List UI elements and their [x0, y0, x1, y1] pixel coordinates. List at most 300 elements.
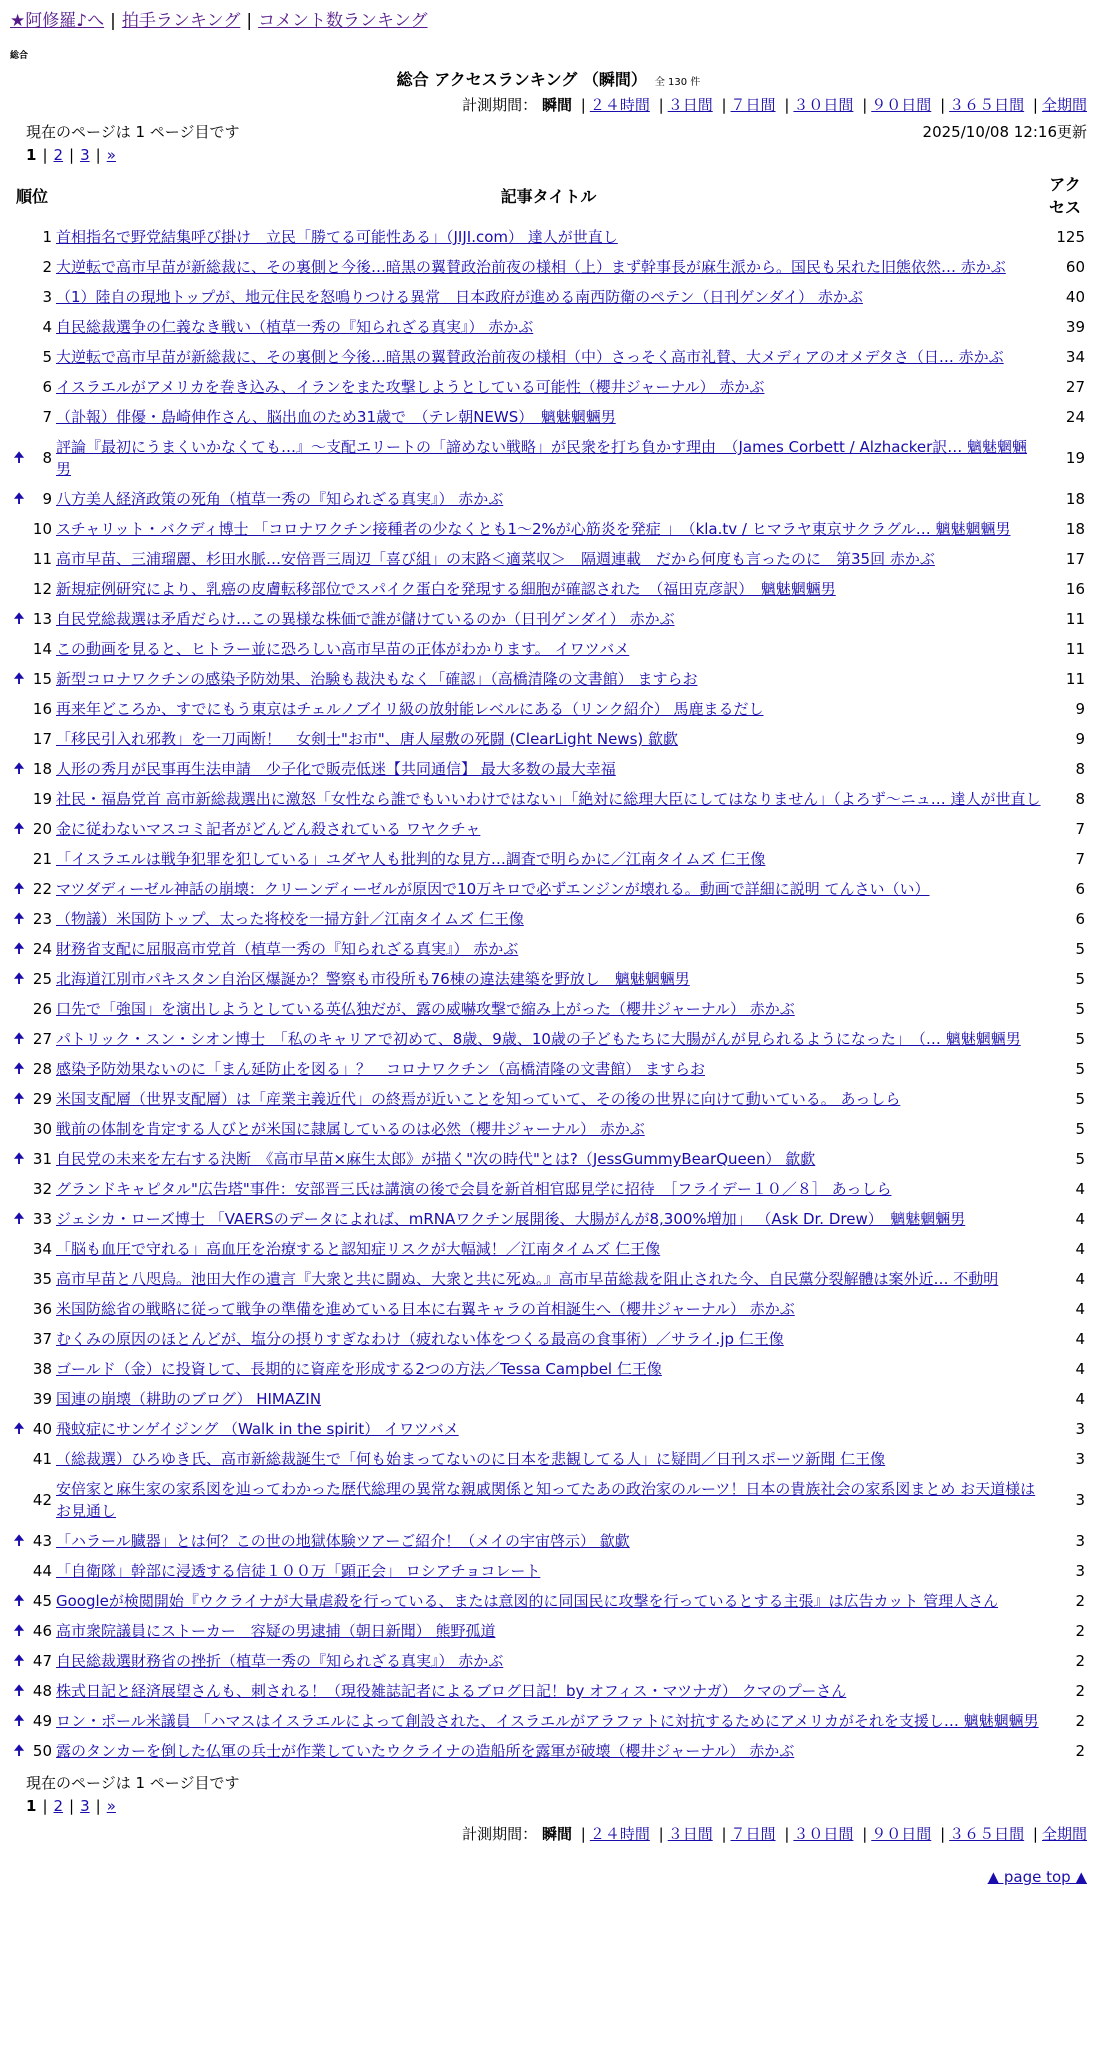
- table-row: [10, 252, 1087, 282]
- up-arrow-icon: 🠉: [13, 1713, 25, 1729]
- table-row: [10, 1324, 1087, 1354]
- rank-number: 25: [32, 970, 52, 988]
- access-count: 34: [1065, 348, 1085, 366]
- table-row: [10, 1204, 1087, 1234]
- table-row: [10, 432, 1087, 484]
- access-count: 5: [1075, 1090, 1085, 1108]
- article-link[interactable]: 新規症例研究により、乳癌の皮膚転移部位でスパイク蛋白を発現する細胞が確認された （福田克彦訳） 魑魅魍魎男: [56, 580, 836, 598]
- article-link[interactable]: 八方美人経済政策の死角（植草一秀の『知られざる真実』） 赤かぶ: [56, 490, 504, 508]
- up-arrow-icon: 🠉: [13, 671, 25, 687]
- article-link[interactable]: 首相指名で野党結集呼び掛け 立民「勝てる可能性ある」（JIJI.com） 達人が世直し: [56, 228, 618, 246]
- access-count: 19: [1065, 449, 1085, 467]
- access-count: 11: [1065, 640, 1085, 658]
- table-row: [10, 282, 1087, 312]
- current-page-text: 現在のページは 1 ページ目です: [26, 1774, 240, 1792]
- rank-number: 9: [42, 490, 52, 508]
- up-arrow-icon: 🠉: [13, 1623, 25, 1639]
- table-row: [10, 1114, 1087, 1144]
- up-arrow-icon: 🠉: [13, 1151, 25, 1167]
- rank-number: 31: [32, 1150, 52, 1168]
- up-arrow-icon: 🠉: [13, 1683, 25, 1699]
- access-count: 5: [1075, 1060, 1085, 1078]
- up-arrow-icon: 🠉: [13, 941, 25, 957]
- pager-next[interactable]: »: [106, 1797, 116, 1815]
- period-label: 計測期間：: [462, 96, 538, 114]
- pager-next[interactable]: »: [106, 146, 116, 164]
- up-arrow-icon: [10, 1264, 28, 1294]
- access-count: 7: [1075, 850, 1085, 868]
- period-7d[interactable]: ７日間: [730, 96, 776, 114]
- up-arrow-icon: [10, 514, 28, 544]
- article-link[interactable]: 大逆転で高市早苗が新総裁に、その裏側と今後…暗黒の翼賛政治前夜の様相（中）さっそく高市礼賛、大メディアのオメデタさ（日… 赤かぶ: [56, 348, 1004, 366]
- pager-page-3[interactable]: 3: [80, 146, 90, 164]
- rank-number: 39: [32, 1390, 52, 1408]
- access-count: 4: [1075, 1210, 1085, 1228]
- article-link[interactable]: 高市早苗と八咫烏。池田大作の遺言『大衆と共に闘ぬ、大衆と共に死ぬ。』高市早苗総裁を阻止された今、自民黨分裂解體は案外近… 不動明: [56, 1270, 999, 1288]
- up-arrow-icon: 🠉: [13, 1211, 25, 1227]
- table-row: [10, 1676, 1087, 1706]
- rank-number: 43: [32, 1532, 52, 1550]
- access-count: 2: [1075, 1682, 1085, 1700]
- rank-number: 24: [32, 940, 52, 958]
- access-count: 4: [1075, 1240, 1085, 1258]
- period-selector-bottom: 計測期間： 瞬間 | ２４時間 | ３日間 | ７日間 | ３０日間 | ９０日間 | ３６５日間 | 全期間: [462, 1825, 1087, 1843]
- table-row: [10, 1526, 1087, 1556]
- table-row: [10, 574, 1087, 604]
- access-count: 9: [1075, 700, 1085, 718]
- article-link[interactable]: 「移民引入れ邪教」を一刀両断！ 女剣士"お市"、唐人屋敷の死闘 (ClearLight News) 歙歔: [56, 730, 679, 748]
- up-arrow-icon: [10, 1556, 28, 1586]
- up-arrow-icon: 🠉: [13, 1593, 25, 1609]
- article-link[interactable]: グランドキャピタル"広告塔"事件：安部晋三氏は講演の後で会員を新首相官邸見学に招待 ［フライデー１０／８］ あっしら: [56, 1180, 892, 1198]
- article-link[interactable]: 米国防総省の戦略に従って戦争の準備を進めている日本に右翼キャラの首相誕生へ（櫻井ジャーナル） 赤かぶ: [56, 1300, 795, 1318]
- rank-number: 32: [32, 1180, 52, 1198]
- access-count: 3: [1075, 1532, 1085, 1550]
- up-arrow-icon: [10, 724, 28, 754]
- access-count: 18: [1065, 490, 1085, 508]
- rank-number: 14: [32, 640, 52, 658]
- access-count: 40: [1065, 288, 1085, 306]
- article-link[interactable]: ゴールド（金）に投資して、長期的に資産を形成する2つの方法／Tessa Campbel 仁王像: [56, 1360, 662, 1378]
- period-7d[interactable]: ７日間: [730, 1825, 776, 1843]
- up-arrow-icon: [10, 222, 28, 252]
- up-arrow-icon: 🠉: [13, 1061, 25, 1077]
- up-arrow-icon: [10, 282, 28, 312]
- access-count: 3: [1075, 1450, 1085, 1468]
- article-link[interactable]: 人形の秀月が民事再生法申請 少子化で販売低迷【共同通信】 最大多数の最大幸福: [56, 760, 616, 778]
- table-row: [10, 1264, 1087, 1294]
- rank-number: 6: [42, 378, 52, 396]
- access-count: 18: [1065, 520, 1085, 538]
- table-row: [10, 1354, 1087, 1384]
- article-link[interactable]: ロン・ポール米議員 「ハマスはイスラエルによって創設された、イスラエルがアラファトに対抗するためにアメリカがそれを支援し… 魑魅魍魎男: [56, 1712, 1039, 1730]
- table-row: [10, 1736, 1087, 1766]
- access-count: 17: [1065, 550, 1085, 568]
- article-link[interactable]: Googleが検閲開始『ウクライナが大量虐殺を行っている、または意図的に同国民に攻撃を行っているとする主張』は広告カット 管理人さん: [56, 1592, 999, 1610]
- article-link[interactable]: むくみの原因のほとんどが、塩分の摂りすぎなわけ（疲れない体をつくる最高の食事術）／サライ.jp 仁王像: [56, 1330, 784, 1348]
- table-row: [10, 994, 1087, 1024]
- up-arrow-icon: [10, 1174, 28, 1204]
- period-30d[interactable]: ３０日間: [793, 96, 854, 114]
- access-count: 39: [1065, 318, 1085, 336]
- pager-page-3[interactable]: 3: [80, 1797, 90, 1815]
- pager-bottom: 1 | 2 | 3 | »: [26, 1797, 116, 1815]
- table-row: [10, 1084, 1087, 1114]
- table-row: [10, 1024, 1087, 1054]
- rank-number: 41: [32, 1450, 52, 1468]
- table-row: [10, 514, 1087, 544]
- table-row: [10, 604, 1087, 634]
- rank-number: 47: [32, 1652, 52, 1670]
- rank-number: 37: [32, 1330, 52, 1348]
- total-count: 全 130 件: [654, 77, 701, 88]
- access-count: 3: [1075, 1491, 1085, 1509]
- up-arrow-icon: [10, 312, 28, 342]
- up-arrow-icon: [10, 1234, 28, 1264]
- article-link[interactable]: （1）陸自の現地トップが、地元住民を怒鳴りつける異常 日本政府が進める南西防衛のペテン（日刊ゲンダイ） 赤かぶ: [56, 288, 863, 306]
- access-count: 4: [1075, 1300, 1085, 1318]
- table-row: [10, 1234, 1087, 1264]
- article-link[interactable]: マツダディーゼル神話の崩壊：クリーンディーゼルが原因で10万キロで必ずエンジンが壊れる。動画で詳細に説明 てんさい（い）: [56, 880, 930, 898]
- access-count: 4: [1075, 1390, 1085, 1408]
- table-row: [10, 814, 1087, 844]
- article-link[interactable]: パトリック・スン・シオン博士 「私のキャリアで初めて、8歳、9歳、10歳の子どもたちに大腸がんが見られるようになった」 （… 魑魅魍魎男: [56, 1030, 1021, 1048]
- up-arrow-icon: [10, 1354, 28, 1384]
- table-row: [10, 484, 1087, 514]
- pager-page-2[interactable]: 2: [53, 1797, 64, 1815]
- access-count: 8: [1075, 760, 1085, 778]
- table-row: [10, 402, 1087, 432]
- access-count: 5: [1075, 940, 1085, 958]
- access-count: 4: [1075, 1330, 1085, 1348]
- period-label: 計測期間：: [462, 1825, 538, 1843]
- article-link[interactable]: 「イスラエルは戦争犯罪を犯している」ユダヤ人も批判的な見方…調査で明らかに／江南タイムズ 仁王像: [56, 850, 766, 868]
- table-row: [10, 934, 1087, 964]
- up-arrow-icon: [10, 574, 28, 604]
- access-count: 4: [1075, 1180, 1085, 1198]
- rank-number: 42: [32, 1491, 52, 1509]
- table-row: [10, 874, 1087, 904]
- article-link[interactable]: 金に従わないマスコミ記者がどんどん殺されている ワヤクチャ: [56, 820, 481, 838]
- link-comment-ranking[interactable]: コメント数ランキング: [258, 11, 428, 31]
- updated-timestamp: 2025/10/08 12:16更新: [922, 123, 1087, 141]
- up-arrow-icon: [10, 994, 28, 1024]
- access-count: 2: [1075, 1742, 1085, 1760]
- period-3d[interactable]: ３日間: [667, 1825, 713, 1843]
- article-link[interactable]: （総裁選）ひろゆき氏、高市新総裁誕生で「何も始まってないのに日本を悲観してる人」に疑問／日刊スポーツ新聞 仁王像: [56, 1450, 886, 1468]
- rank-number: 48: [32, 1682, 52, 1700]
- rank-number: 19: [32, 790, 52, 808]
- period-90d[interactable]: ９０日間: [871, 96, 932, 114]
- table-row: [10, 342, 1087, 372]
- rank-number: 3: [42, 288, 52, 306]
- rank-number: 46: [32, 1622, 52, 1640]
- access-count: 5: [1075, 1030, 1085, 1048]
- up-arrow-icon: 🠉: [13, 821, 25, 837]
- up-arrow-icon: [10, 342, 28, 372]
- ranking-table: [10, 168, 1087, 1766]
- rank-number: 35: [32, 1270, 52, 1288]
- period-current: 瞬間: [541, 96, 572, 114]
- table-row: [10, 1414, 1087, 1444]
- rank-number: 7: [42, 408, 52, 426]
- up-arrow-icon: 🠉: [13, 971, 25, 987]
- current-page-text: 現在のページは 1 ページ目です: [26, 123, 240, 141]
- period-all[interactable]: 全期間: [1041, 1825, 1087, 1843]
- up-arrow-icon: 🠉: [13, 450, 25, 466]
- pager-current: 1: [26, 146, 37, 164]
- up-arrow-icon: [10, 844, 28, 874]
- up-arrow-icon: 🠉: [13, 761, 25, 777]
- rank-number: 29: [32, 1090, 52, 1108]
- up-arrow-icon: [10, 1384, 28, 1414]
- pager-top: 1 | 2 | 3 | »: [26, 146, 116, 164]
- access-count: 2: [1075, 1622, 1085, 1640]
- table-row: [10, 904, 1087, 934]
- table-row: [10, 844, 1087, 874]
- rank-number: 22: [32, 880, 52, 898]
- access-count: 11: [1065, 670, 1085, 688]
- table-row: [10, 544, 1087, 574]
- table-row: [10, 964, 1087, 994]
- article-link[interactable]: 再来年どころか、すでにもう東京はチェルノブイリ級の放射能レベルにある（リンク紹介） 馬鹿まるだし: [56, 700, 764, 718]
- rank-number: 23: [32, 910, 52, 928]
- article-link[interactable]: この動画を見ると、ヒトラー並に恐ろしい高市早苗の正体がわかります。 イワツバメ: [56, 640, 630, 658]
- pager-page-2[interactable]: 2: [53, 146, 64, 164]
- article-link[interactable]: 高市衆院議員にストーカー 容疑の男逮捕（朝日新聞） 熊野孤道: [56, 1622, 496, 1640]
- page-top: [10, 1868, 1087, 1886]
- access-count: 11: [1065, 610, 1085, 628]
- hits-header: アクセス: [1048, 175, 1081, 217]
- rank-number: 44: [32, 1562, 52, 1580]
- ranking-heading: 総合 アクセスランキング （瞬間）: [396, 70, 647, 89]
- access-count: 6: [1075, 880, 1085, 898]
- access-count: 9: [1075, 730, 1085, 748]
- rank-header: 順位: [15, 186, 48, 206]
- access-count: 125: [1056, 228, 1085, 246]
- period-30d[interactable]: ３０日間: [793, 1825, 854, 1843]
- access-count: 24: [1065, 408, 1085, 426]
- period-24h[interactable]: ２４時間: [589, 96, 650, 114]
- article-link[interactable]: 飛蚊症にサンゲイジング （Walk in the spirit） イワツバメ: [56, 1420, 459, 1438]
- rank-number: 16: [32, 700, 52, 718]
- access-count: 6: [1075, 910, 1085, 928]
- access-count: 60: [1065, 258, 1085, 276]
- rank-number: 12: [32, 580, 52, 598]
- article-link[interactable]: 自民総裁選財務省の挫折（植草一秀の『知られざる真実』） 赤かぶ: [56, 1652, 504, 1670]
- rank-number: 28: [32, 1060, 52, 1078]
- access-count: 4: [1075, 1270, 1085, 1288]
- table-row: [10, 694, 1087, 724]
- up-arrow-icon: 🠉: [13, 1743, 25, 1759]
- up-arrow-icon: 🠉: [13, 1091, 25, 1107]
- access-count: 7: [1075, 820, 1085, 838]
- period-90d[interactable]: ９０日間: [871, 1825, 932, 1843]
- table-row: [10, 754, 1087, 784]
- article-link[interactable]: 安倍家と麻生家の家系図を辿ってわかった歴代総理の異常な親戚関係と知ってたあの政治家のルーツ！日本の貴族社会の家系図まとめ お天道様はお見通し: [56, 1480, 1036, 1520]
- link-clap-ranking[interactable]: 拍手ランキング: [121, 11, 241, 31]
- period-current: 瞬間: [541, 1825, 572, 1843]
- rank-number: 21: [32, 850, 52, 868]
- access-count: 8: [1075, 790, 1085, 808]
- access-count: 2: [1075, 1712, 1085, 1730]
- up-arrow-icon: 🠉: [13, 1533, 25, 1549]
- article-link[interactable]: ジェシカ・ローズ博士 「VAERSのデータによれば、mRNAワクチン展開後、大腸がんが8,300%増加」 （Ask Dr. Drew） 魑魅魍魎男: [56, 1210, 966, 1228]
- article-link[interactable]: 新型コロナワクチンの感染予防効果、治験も裁決もなく「確認」（高橋清隆の文書館） ますらお: [56, 670, 698, 688]
- access-count: 2: [1075, 1592, 1085, 1610]
- rank-number: 18: [32, 760, 52, 778]
- access-count: 5: [1075, 1000, 1085, 1018]
- table-row: [10, 222, 1087, 252]
- article-link[interactable]: 米国支配層（世界支配層）は「産業主義近代」の終焉が近いことを知っていて、その後の世界に向けて動いている。 あっしら: [56, 1090, 901, 1108]
- category-label: 総合: [10, 51, 29, 61]
- period-all[interactable]: 全期間: [1041, 96, 1087, 114]
- table-row: [10, 1616, 1087, 1646]
- period-365d[interactable]: ３６５日間: [949, 1825, 1025, 1843]
- table-row: [10, 784, 1087, 814]
- rank-number: 38: [32, 1360, 52, 1378]
- article-link[interactable]: 国連の崩壊（耕助のブログ） HIMAZIN: [56, 1390, 322, 1408]
- table-row: [10, 1174, 1087, 1204]
- link-asyura-home[interactable]: ★阿修羅♪へ: [10, 11, 105, 31]
- article-link[interactable]: 株式日記と経済展望さんも、刺される！（現役雑誌記者によるブログ日記！by オフィス・マツナガ） クマのプーさん: [56, 1682, 847, 1700]
- rank-number: 17: [32, 730, 52, 748]
- rank-number: 11: [32, 550, 52, 568]
- rank-number: 1: [42, 228, 52, 246]
- access-count: 16: [1065, 580, 1085, 598]
- up-arrow-icon: 🠉: [13, 491, 25, 507]
- up-arrow-icon: [10, 252, 28, 282]
- up-arrow-icon: [10, 634, 28, 664]
- article-link[interactable]: 「ハラール臓器」とは何？この世の地獄体験ツアーご紹介！（メイの宇宙啓示） 歙歔: [56, 1532, 630, 1550]
- page-top-link[interactable]: ▲ page top ▲: [987, 1868, 1087, 1886]
- article-link[interactable]: 自民党の未来を左右する決断 《高市早苗×麻生太郎》が描く"次の時代"とは?（JessGummyBearQueen） 歙歔: [56, 1150, 816, 1168]
- rank-number: 45: [32, 1592, 52, 1610]
- rank-number: 33: [32, 1210, 52, 1228]
- article-link[interactable]: スチャリット・バクディ博士 「コロナワクチン接種者の少なくとも1～2%が心筋炎を発症 」 （kla.tv / ヒマラヤ東京サクラグル… 魑魅魍魎男: [56, 520, 1011, 538]
- page-info-bottom: [26, 1772, 1087, 1793]
- access-count: 27: [1065, 378, 1085, 396]
- access-count: 2: [1075, 1652, 1085, 1670]
- article-link[interactable]: イスラエルがアメリカを巻き込み、イランをまた攻撃しようとしている可能性（櫻井ジャーナル） 赤かぶ: [56, 378, 765, 396]
- up-arrow-icon: 🠉: [13, 611, 25, 627]
- table-row: [10, 1586, 1087, 1616]
- article-link[interactable]: 評論『最初にうまくいかなくても…』～支配エリートの「諦めない戦略」が民衆を打ち負かす理由 （James Corbett / Alzhacker訳… 魑魅魍魎男: [56, 438, 1028, 478]
- rank-number: 40: [32, 1420, 52, 1438]
- rank-number: 10: [32, 520, 52, 538]
- pager-current: 1: [26, 1797, 37, 1815]
- up-arrow-icon: 🠉: [13, 911, 25, 927]
- article-link[interactable]: （物議）米国防トップ、太った将校を一掃方針／江南タイムズ 仁王像: [56, 910, 524, 928]
- rank-number: 5: [42, 348, 52, 366]
- table-row: [10, 372, 1087, 402]
- article-link[interactable]: 「自衛隊」幹部に浸透する信徒１００万「顕正会」 ロシアチョコレート: [56, 1562, 541, 1580]
- up-arrow-icon: [10, 544, 28, 574]
- rank-number: 26: [32, 1000, 52, 1018]
- article-link[interactable]: 感染予防効果ないのに「まん延防止を図る」？ コロナワクチン（高橋清隆の文書館） ますらお: [56, 1060, 706, 1078]
- table-row: [10, 312, 1087, 342]
- table-row: [10, 1054, 1087, 1084]
- article-link[interactable]: 露のタンカーを倒した仏軍の兵士が作業していたウクライナの造船所を露軍が破壊（櫻井ジャーナル） 赤かぶ: [56, 1742, 795, 1760]
- access-count: 3: [1075, 1420, 1085, 1438]
- rank-number: 30: [32, 1120, 52, 1138]
- rank-number: 20: [32, 820, 52, 838]
- up-arrow-icon: [10, 1474, 28, 1526]
- up-arrow-icon: [10, 1114, 28, 1144]
- table-row: [10, 634, 1087, 664]
- table-row: [10, 1384, 1087, 1414]
- rank-number: 36: [32, 1300, 52, 1318]
- up-arrow-icon: [10, 1324, 28, 1354]
- rank-number: 50: [32, 1742, 52, 1760]
- table-row: [10, 1706, 1087, 1736]
- rank-number: 49: [32, 1712, 52, 1730]
- article-link[interactable]: 「脳も血圧で守れる」高血圧を治療すると認知症リスクが大幅減！／江南タイムズ 仁王像: [56, 1240, 661, 1258]
- period-365d[interactable]: ３６５日間: [949, 96, 1025, 114]
- page-info-top: [26, 121, 1087, 142]
- up-arrow-icon: 🠉: [13, 1653, 25, 1669]
- rank-number: 8: [42, 449, 52, 467]
- table-row: [10, 1474, 1087, 1526]
- table-row: [10, 724, 1087, 754]
- article-link[interactable]: 戦前の体制を肯定する人びとが米国に隷属しているのは必然（櫻井ジャーナル） 赤かぶ: [56, 1120, 645, 1138]
- table-row: [10, 1646, 1087, 1676]
- up-arrow-icon: [10, 694, 28, 724]
- up-arrow-icon: [10, 784, 28, 814]
- table-row: [10, 1144, 1087, 1174]
- up-arrow-icon: [10, 402, 28, 432]
- top-links: [10, 10, 1087, 32]
- access-count: 4: [1075, 1360, 1085, 1378]
- table-row: [10, 664, 1087, 694]
- up-arrow-icon: [10, 372, 28, 402]
- rank-number: 15: [32, 670, 52, 688]
- article-link[interactable]: （訃報）俳優・島崎伸作さん、脳出血のため31歳で （テレ朝NEWS） 魑魅魍魎男: [56, 408, 616, 426]
- separator: |: [246, 11, 253, 31]
- article-link[interactable]: 大逆転で高市早苗が新総裁に、その裏側と今後…暗黒の翼賛政治前夜の様相（上）まず幹事長が麻生派から。国民も呆れた旧態依然… 赤かぶ: [56, 258, 1006, 276]
- up-arrow-icon: 🠉: [13, 1421, 25, 1437]
- table-row: [10, 1556, 1087, 1586]
- rank-number: 27: [32, 1030, 52, 1048]
- table-row: [10, 1294, 1087, 1324]
- up-arrow-icon: 🠉: [13, 1031, 25, 1047]
- up-arrow-icon: [10, 1444, 28, 1474]
- access-count: 5: [1075, 970, 1085, 988]
- period-3d[interactable]: ３日間: [667, 96, 713, 114]
- up-arrow-icon: 🠉: [13, 881, 25, 897]
- rank-number: 34: [32, 1240, 52, 1258]
- separator: |: [110, 11, 116, 31]
- access-count: 5: [1075, 1150, 1085, 1168]
- article-link[interactable]: 北海道江別市パキスタン自治区爆誕か？警察も市役所も76棟の違法建築を野放し 魑魅魍魎男: [56, 970, 690, 988]
- period-24h[interactable]: ２４時間: [589, 1825, 650, 1843]
- title-header: 記事タイトル: [500, 186, 597, 206]
- page-title: [10, 67, 1087, 90]
- access-count: 5: [1075, 1120, 1085, 1138]
- article-link[interactable]: 社民・福島党首 高市新総裁選出に激怒「女性なら誰でもいいわけではない」「絶対に総理大臣にしてはなりません」（よろず～ニュ… 達人が世直し: [56, 790, 1041, 808]
- article-link[interactable]: 自民党総裁選は矛盾だらけ…この異様な株価で誰が儲けているのか（日刊ゲンダイ） 赤かぶ: [56, 610, 675, 628]
- article-link[interactable]: 自民総裁選争の仁義なき戦い（植草一秀の『知られざる真実』） 赤かぶ: [56, 318, 534, 336]
- period-selector-top: 計測期間： 瞬間 | ２４時間 | ３日間 | ７日間 | ３０日間 | ９０日間 | ３６５日間 | 全期間: [462, 96, 1087, 114]
- up-arrow-icon: [10, 1294, 28, 1324]
- article-link[interactable]: 財務省支配に屈服高市党首（植草一秀の『知られざる真実』） 赤かぶ: [56, 940, 519, 958]
- rank-number: 2: [42, 258, 52, 276]
- article-link[interactable]: 口先で「強国」を演出しようとしている英仏独だが、露の威嚇攻撃で縮み上がった（櫻井ジャーナル） 赤かぶ: [56, 1000, 795, 1018]
- table-row: [10, 1444, 1087, 1474]
- access-count: 3: [1075, 1562, 1085, 1580]
- article-link[interactable]: 高市早苗、三浦瑠麗、杉田水脈…安倍晋三周辺「喜び組」の末路＜適菜収＞ 隔週連載 だから何度も言ったのに 第35回 赤かぶ: [56, 550, 935, 568]
- rank-number: 13: [32, 610, 52, 628]
